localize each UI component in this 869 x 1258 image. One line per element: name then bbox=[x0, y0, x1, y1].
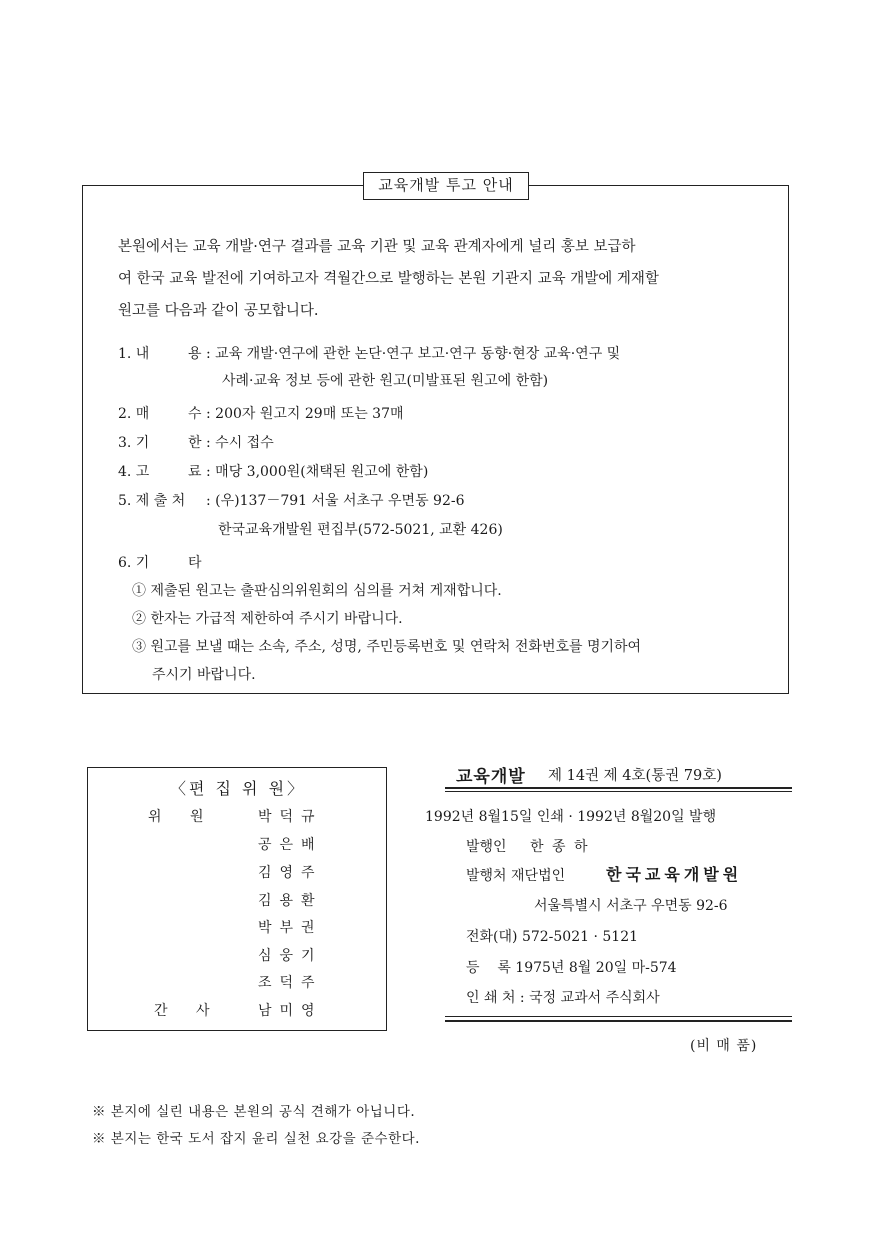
pub-rule-bottom-1 bbox=[445, 1016, 792, 1017]
editorial-member-2: 공은배 bbox=[258, 837, 323, 853]
item-2-num: 2. 매 bbox=[118, 406, 150, 422]
item-5-text: : (우)137－791 서울 서초구 우면동 92-6 bbox=[206, 493, 465, 509]
pub-publisher-label: 발행인 bbox=[466, 839, 507, 855]
pub-printer: 인 쇄 처 : 국정 교과서 주식회사 bbox=[466, 990, 660, 1006]
notice-item-5-cont: 한국교육개발원 편집부(572-5021, 교환 426) bbox=[218, 522, 503, 538]
notice-item-1 bbox=[118, 343, 620, 365]
pub-issue: 제 14권 제 4호(통권 79호) bbox=[548, 768, 722, 784]
notice-intro-line-1: 본원에서는 교육 개발·연구 결과를 교육 기관 및 교육 관계자에게 널리 홍보 보급하 bbox=[118, 239, 636, 255]
pub-magazine-logo: 교육개발 bbox=[456, 767, 526, 787]
notice-item-1-cont: 사례·교육 정보 등에 관한 원고(미발표된 원고에 한함) bbox=[222, 373, 549, 389]
item-1-text: : 교육 개발·연구에 관한 논단·연구 보고·연구 동향·현장 교육·연구 및 bbox=[206, 346, 621, 362]
item-4-label: 료 bbox=[188, 464, 202, 480]
pub-dates: 1992년 8월15일 인쇄 · 1992년 8월20일 발행 bbox=[425, 809, 717, 825]
item-2-label: 수 bbox=[188, 406, 202, 422]
notice-etc-3-cont: 주시기 바랍니다. bbox=[152, 667, 256, 683]
editorial-member-5: 박부권 bbox=[258, 920, 323, 936]
footnote-2: ※ 본지는 한국 도서 잡지 윤리 실천 요강을 준수한다. bbox=[92, 1131, 420, 1147]
pub-rule-top-1 bbox=[445, 787, 792, 789]
notice-etc-2: ② 한자는 가급적 제한하여 주시기 바랍니다. bbox=[132, 611, 403, 627]
item-1-num: 1. 내 bbox=[118, 346, 150, 362]
item-4-num: 4. 고 bbox=[118, 464, 150, 480]
notice-item-4 bbox=[118, 461, 428, 483]
item-1-label: 용 bbox=[188, 346, 202, 362]
pub-rule-bottom-2 bbox=[445, 1020, 792, 1022]
editorial-member-4: 김용환 bbox=[258, 893, 323, 909]
pub-publisher: 한 종 하 bbox=[530, 839, 590, 855]
notice-item-6 bbox=[118, 552, 206, 574]
item-3-num: 3. 기 bbox=[118, 435, 150, 451]
item-6-num: 6. 기 bbox=[118, 555, 150, 571]
notice-intro-line-3: 원고를 다음과 같이 공모합니다. bbox=[118, 303, 319, 319]
editorial-box bbox=[87, 767, 387, 1031]
editorial-member-1: 박덕규 bbox=[258, 809, 323, 825]
item-4-text: : 매당 3,000원(채택된 원고에 한함) bbox=[206, 464, 429, 480]
item-3-label: 한 bbox=[188, 435, 202, 451]
pub-phone: 전화(대) 572-5021 · 5121 bbox=[466, 929, 639, 945]
pub-org-label: 발행처 재단법인 bbox=[466, 868, 566, 884]
item-5-num: 5. 제 출 처 bbox=[118, 493, 186, 509]
pub-registration: 등 록 1975년 8월 20일 마-574 bbox=[466, 960, 677, 976]
editorial-member-7: 조덕주 bbox=[258, 975, 323, 991]
editorial-member-6: 심웅기 bbox=[258, 948, 323, 964]
item-2-text: : 200자 원고지 29매 또는 37매 bbox=[206, 406, 404, 422]
item-3-text: : 수시 접수 bbox=[206, 435, 274, 451]
editorial-member-3: 김영주 bbox=[258, 865, 323, 881]
editorial-title: 〈편 집 위 원〉 bbox=[169, 779, 307, 798]
pub-rule-top-2 bbox=[445, 791, 792, 792]
pub-address: 서울특별시 서초구 우면동 92-6 bbox=[534, 898, 728, 914]
pub-not-for-sale: (비 매 품) bbox=[690, 1038, 758, 1054]
editorial-secretary-role: 간 사 bbox=[154, 1003, 222, 1019]
notice-title: 교육개발 투고 안내 bbox=[363, 172, 529, 200]
editorial-secretary: 남미영 bbox=[258, 1003, 323, 1019]
notice-item-3 bbox=[118, 432, 274, 454]
item-6-label: 타 bbox=[188, 555, 202, 571]
pub-org-name: 한국교육개발원 bbox=[606, 865, 743, 884]
notice-item-2 bbox=[118, 403, 404, 425]
footnote-1: ※ 본지에 실린 내용은 본원의 공식 견해가 아닙니다. bbox=[92, 1104, 416, 1120]
editorial-member-role: 위 원 bbox=[148, 809, 216, 825]
notice-etc-1: ① 제출된 원고는 출판심의위원회의 심의를 거쳐 게재합니다. bbox=[132, 583, 502, 599]
notice-item-5 bbox=[118, 490, 465, 512]
notice-etc-3: ③ 원고를 보낼 때는 소속, 주소, 성명, 주민등록번호 및 연락처 전화번호를 명기하여 bbox=[132, 639, 642, 655]
notice-intro-line-2: 여 한국 교육 발전에 기여하고자 격월간으로 발행하는 본원 기관지 교육 개발에 게재할 bbox=[118, 271, 659, 287]
